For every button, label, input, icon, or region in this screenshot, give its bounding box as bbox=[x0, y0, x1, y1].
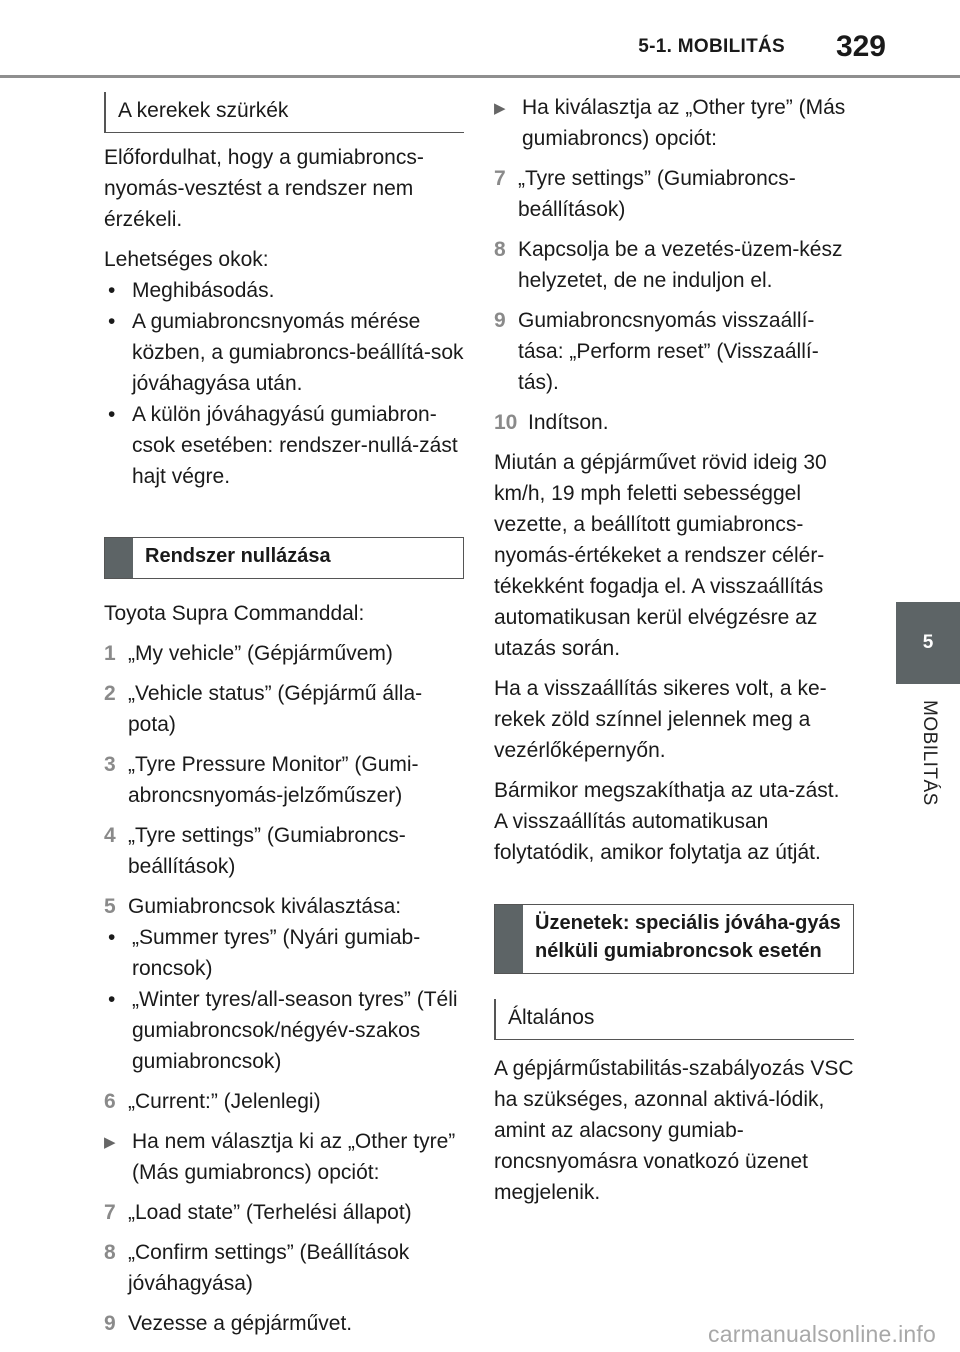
condition-item bbox=[104, 1126, 464, 1188]
step-text: „Load state” (Terhelési állapot) bbox=[128, 1201, 412, 1224]
paragraph: Miután a gépjárművet rövid ideig 30 km/h, 19 mph feletti sebességgel vezette, a beállított gumiabroncs-nyomás-értékeket a rendszer célér-tékekként fogadja el. A visszaállítás automatikusan kerül elvégzésre az utazás során. bbox=[494, 451, 827, 660]
triangle-right-icon: ▶ bbox=[494, 100, 506, 117]
step-number: 10 bbox=[494, 411, 518, 434]
page-number: 329 bbox=[835, 30, 886, 63]
list-item: • Meghibásodás. bbox=[104, 275, 464, 306]
step-text: „Current:” (Jelenlegi) bbox=[128, 1090, 321, 1113]
list-item: • A külön jóváhagyású gumiabron-csok esetében: rendszer-nullá-zást hajt végre. bbox=[104, 399, 464, 492]
paragraph: Lehetséges okok: bbox=[104, 248, 269, 271]
paragraph: Előfordulhat, hogy a gumiabroncs-nyomás-vesztést a rendszer nem érzékeli. bbox=[104, 146, 424, 231]
step-item bbox=[104, 1308, 464, 1339]
left-column bbox=[104, 92, 464, 1348]
step-number: 8 bbox=[494, 238, 506, 261]
chapter-label: MOBILITÁS bbox=[919, 700, 940, 806]
subheading-general: Általános bbox=[494, 999, 854, 1040]
right-column bbox=[494, 92, 854, 1217]
chapter-label-wrap bbox=[899, 700, 959, 850]
step-text: Gumiabroncsnyomás visszaállí-tása: „Perform reset” (Visszaállí-tás). bbox=[518, 309, 819, 394]
step-number: 7 bbox=[104, 1201, 116, 1224]
step-item bbox=[104, 678, 464, 740]
step-number: 9 bbox=[494, 309, 506, 332]
paragraph: A gépjárműstabilitás-szabályozás VSC ha szükséges, azonnal aktivá-lódik, amint az alacsony gumiab-roncsnyomásra vonatkozó üzenet megjelenik. bbox=[494, 1057, 854, 1204]
list-item: • „Winter tyres/all-season tyres” (Téli gumiabroncsok/négyév-szakos gumiabroncsok) bbox=[104, 984, 464, 1077]
paragraph: Ha a visszaállítás sikeres volt, a ke-rekek zöld színnel jelennek meg a vezérlőképernyőn. bbox=[494, 677, 827, 762]
paragraph: Toyota Supra Commanddal: bbox=[104, 602, 365, 625]
step-number: 3 bbox=[104, 753, 116, 776]
step-item bbox=[494, 407, 854, 438]
step-item bbox=[494, 163, 854, 225]
step-number: 8 bbox=[104, 1241, 116, 1264]
step-text: „Confirm settings” (Beállítások jóváhagyása) bbox=[128, 1241, 410, 1295]
step-text: „My vehicle” (Gépjárművem) bbox=[128, 642, 393, 665]
condition-text: Ha kiválasztja az „Other tyre” (Más gumiabroncs) opciót: bbox=[522, 96, 846, 150]
step-item bbox=[494, 234, 854, 296]
step-item bbox=[104, 820, 464, 882]
list-item: • A gumiabroncsnyomás mérése közben, a gumiabroncs-beállítá-sok jóváhagyása után. bbox=[104, 306, 464, 399]
subheading-grey-wheels: A kerekek szürkék bbox=[104, 92, 464, 133]
step-item bbox=[494, 305, 854, 398]
section-title: 5-1. MOBILITÁS bbox=[638, 36, 785, 57]
section-box-reset bbox=[104, 537, 464, 579]
step-text: „Tyre settings” (Gumiabroncs-beállítások) bbox=[518, 167, 796, 221]
step-number: 2 bbox=[104, 682, 116, 705]
step-number: 6 bbox=[104, 1090, 116, 1113]
list-item: • „Summer tyres” (Nyári gumiab-roncsok) bbox=[104, 922, 464, 984]
step-number: 5 bbox=[104, 895, 116, 918]
watermark: carmanualsonline.info bbox=[708, 1321, 936, 1347]
condition-item bbox=[494, 92, 854, 154]
box-bar bbox=[105, 538, 133, 578]
chapter-number: 5 bbox=[922, 632, 934, 653]
box-title: Rendszer nullázása bbox=[145, 545, 331, 567]
paragraph: Bármikor megszakíthatja az uta-zást. A visszaállítás automatikusan folytatódik, amikor folytatja az útját. bbox=[494, 779, 840, 864]
step-text: Gumiabroncsok kiválasztása: bbox=[128, 895, 402, 918]
step-text: Kapcsolja be a vezetés-üzem-kész helyzetet, de ne induljon el. bbox=[518, 238, 843, 292]
causes-list bbox=[104, 275, 464, 492]
box-title: Üzenetek: speciális jóváha-gyás nélküli gumiabroncsok esetén bbox=[535, 912, 841, 962]
header-rule bbox=[0, 75, 960, 78]
step-number: 7 bbox=[494, 167, 506, 190]
condition-text: Ha nem választja ki az „Other tyre” (Más gumiabroncs) opciót: bbox=[132, 1130, 456, 1184]
step-item bbox=[104, 1237, 464, 1299]
step-item bbox=[104, 1197, 464, 1228]
step-item bbox=[104, 749, 464, 811]
step-text: Vezesse a gépjárművet. bbox=[128, 1312, 353, 1335]
section-box-messages bbox=[494, 904, 854, 974]
tyre-options-list bbox=[104, 922, 464, 1077]
step-text: „Vehicle status” (Gépjármű álla-pota) bbox=[128, 682, 423, 736]
step-item bbox=[104, 891, 464, 922]
box-bar bbox=[495, 905, 523, 973]
triangle-right-icon: ▶ bbox=[104, 1134, 116, 1151]
step-item bbox=[104, 638, 464, 669]
step-number: 4 bbox=[104, 824, 116, 847]
step-number: 1 bbox=[104, 642, 116, 665]
step-text: Indítson. bbox=[528, 411, 609, 434]
step-item bbox=[104, 1086, 464, 1117]
step-text: „Tyre Pressure Monitor” (Gumi-abroncsnyomás-jelzőműszer) bbox=[128, 753, 419, 807]
step-number: 9 bbox=[104, 1312, 116, 1335]
step-text: „Tyre settings” (Gumiabroncs-beállítások) bbox=[128, 824, 406, 878]
chapter-tab[interactable] bbox=[896, 602, 960, 684]
